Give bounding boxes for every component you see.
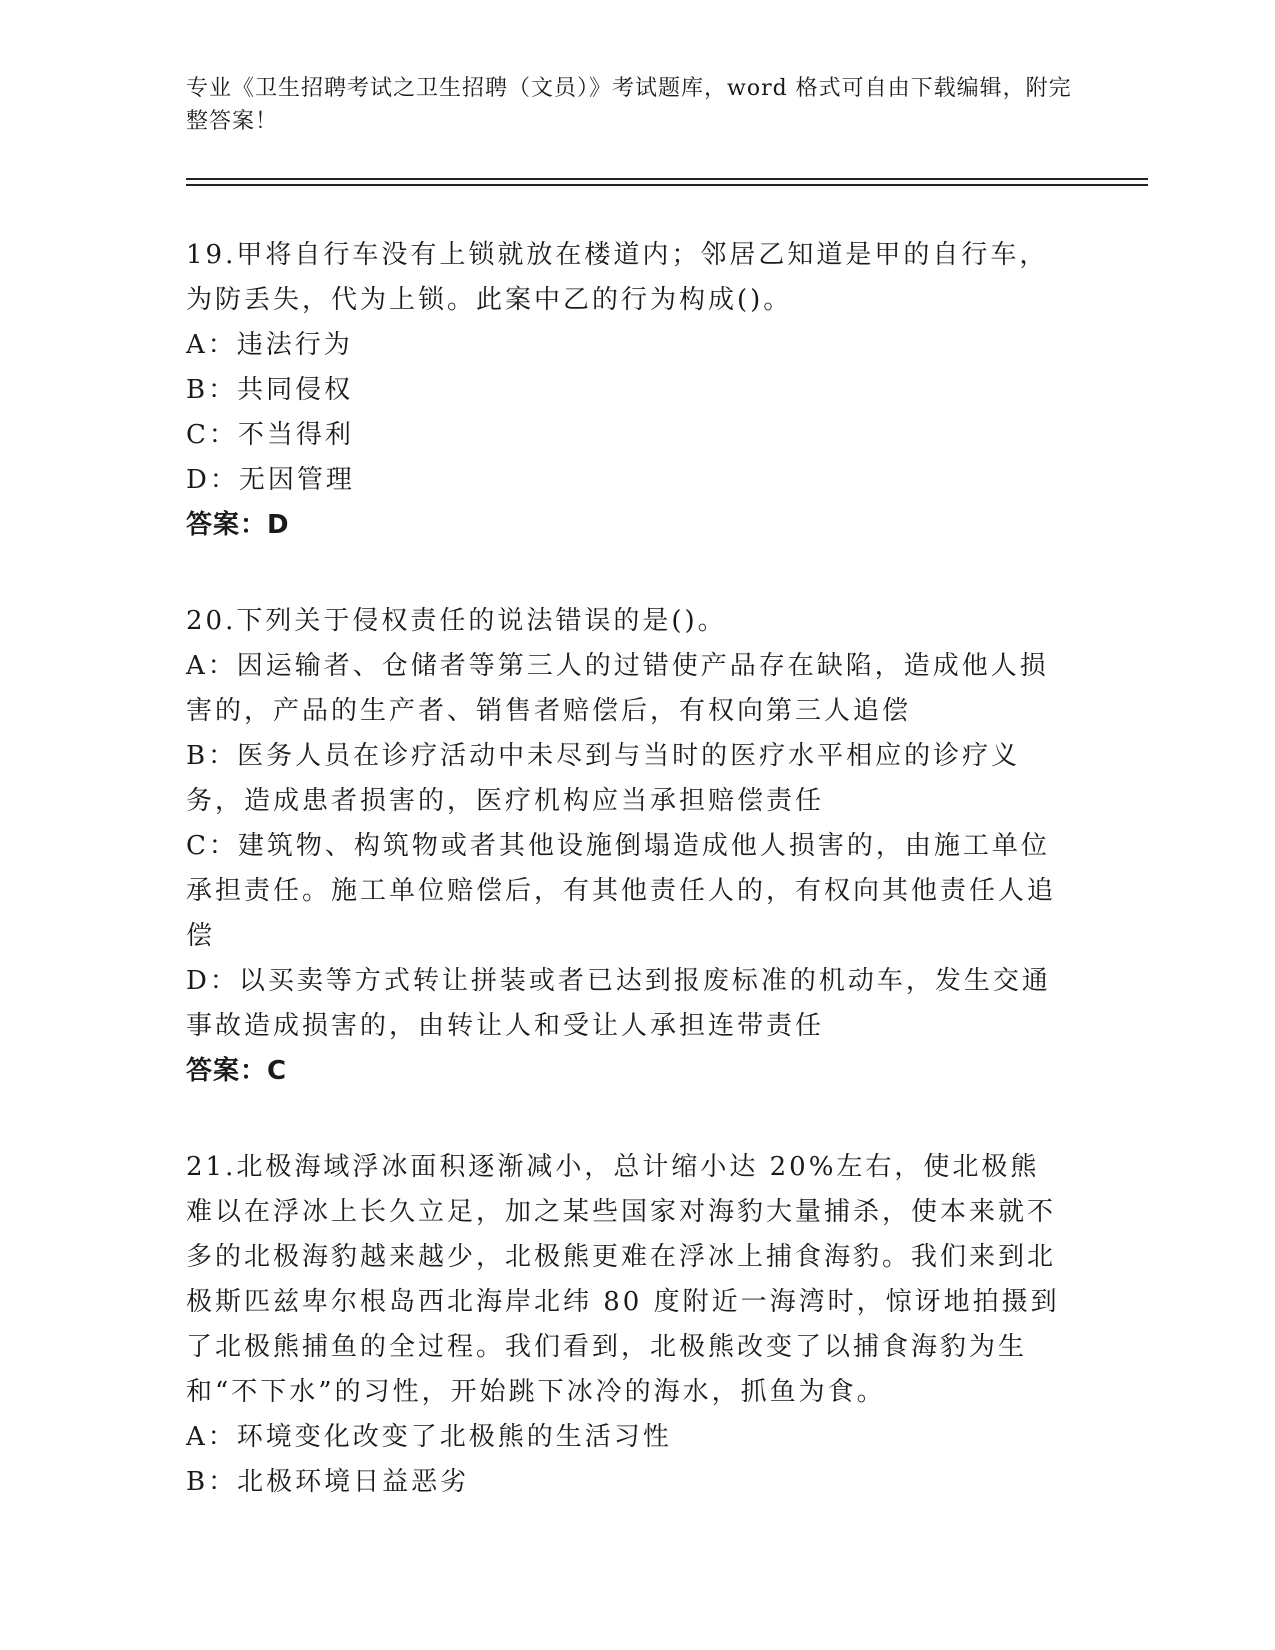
question-text: 21.北极海域浮冰面积逐渐减小，总计缩小达 20%左右，使北极熊难以在浮冰上长久立足，加之某些国家对海豹大量捕杀，使本来就不多的北极海豹越来越少，北极熊更难在浮冰上捕食海豹。我们来到北极斯匹兹卑尔根岛西北海岸北纬 80 度附近一海湾时，惊讶地拍摄到了北极熊捕鱼的全过程。我们看到，北极熊改变了以捕食海豹为生和“不下水”的习性，开始跳下冰冷的海水，抓鱼为食。 bbox=[186, 1152, 1060, 1407]
answer: 答案：D bbox=[186, 510, 290, 540]
question-20 bbox=[186, 599, 1066, 1094]
option-b: B：北极环境日益恶劣 bbox=[186, 1467, 470, 1497]
header-rule-top bbox=[186, 178, 1148, 180]
question-21 bbox=[186, 1145, 1066, 1505]
document-header: 专业《卫生招聘考试之卫生招聘（文员）》考试题库，word 格式可自由下载编辑，附完整答案！ bbox=[186, 76, 1072, 134]
question-19 bbox=[186, 233, 1066, 548]
option-a: A：环境变化改变了北极熊的生活习性 bbox=[186, 1422, 672, 1452]
option-c: C：建筑物、构筑物或者其他设施倒塌造成他人损害的，由施工单位承担责任。施工单位赔偿后，有其他责任人的，有权向其他责任人追偿 bbox=[186, 831, 1057, 951]
question-list bbox=[186, 233, 1066, 1556]
option-b: B：共同侵权 bbox=[186, 375, 354, 405]
question-text: 20.下列关于侵权责任的说法错误的是()。 bbox=[186, 606, 727, 636]
question-text: 19.甲将自行车没有上锁就放在楼道内；邻居乙知道是甲的自行车，为防丢失，代为上锁。此案中乙的行为构成()。 bbox=[186, 240, 1049, 315]
answer: 答案：C bbox=[186, 1056, 288, 1086]
option-b: B：医务人员在诊疗活动中未尽到与当时的医疗水平相应的诊疗义务，造成患者损害的，医疗机构应当承担赔偿责任 bbox=[186, 741, 1021, 816]
header-rule-bottom bbox=[186, 184, 1148, 186]
option-a: A：违法行为 bbox=[186, 330, 353, 360]
option-d: D：无因管理 bbox=[186, 465, 355, 495]
option-c: C：不当得利 bbox=[186, 420, 354, 450]
option-a: A：因运输者、仓储者等第三人的过错使产品存在缺陷，造成他人损害的，产品的生产者、销售者赔偿后，有权向第三人追偿 bbox=[186, 651, 1049, 726]
option-d: D：以买卖等方式转让拼装或者已达到报废标准的机动车，发生交通事故造成损害的，由转让人和受让人承担连带责任 bbox=[186, 966, 1051, 1041]
